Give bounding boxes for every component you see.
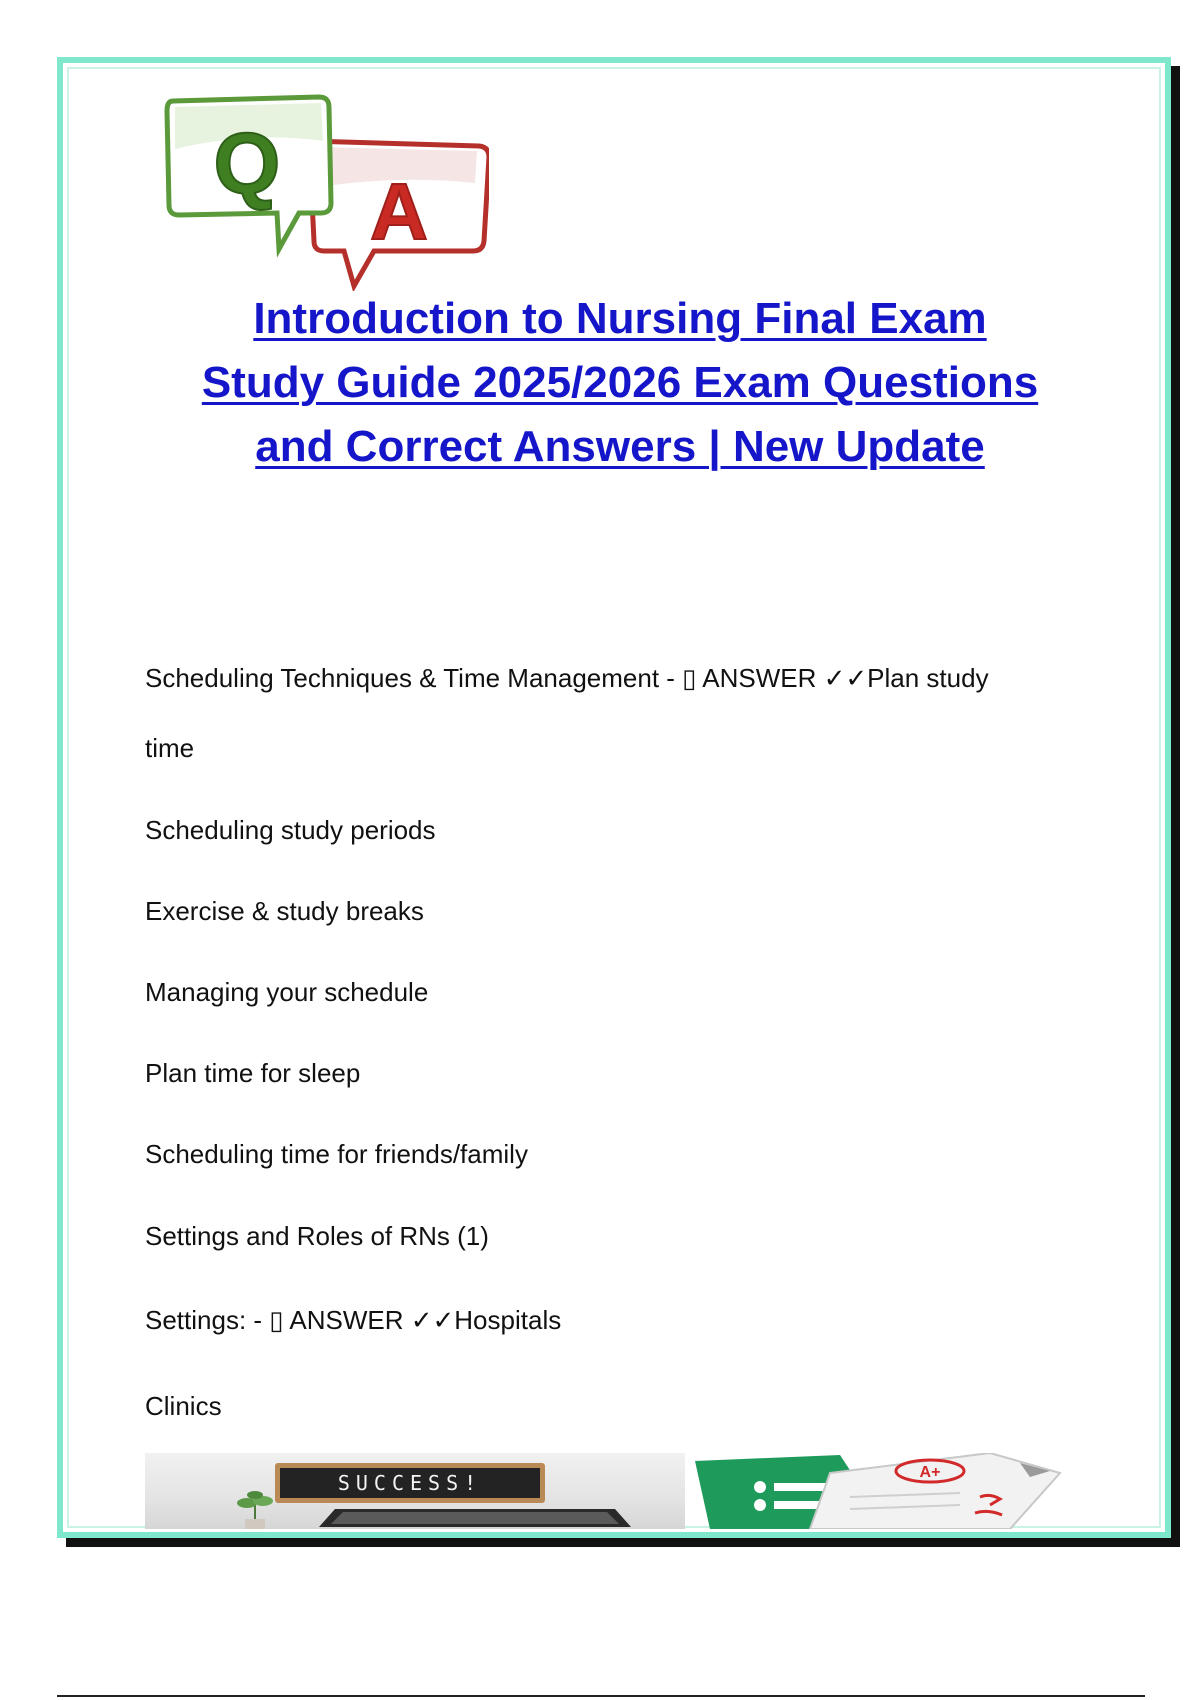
page-frame bbox=[57, 57, 1171, 1538]
document-title-line-3[interactable]: and Correct Answers | New Update bbox=[255, 422, 985, 471]
body-line: Settings and Roles of RNs (1) bbox=[145, 1221, 489, 1251]
body-line: Settings: - ▯ ANSWER ✓✓Hospitals bbox=[145, 1305, 562, 1335]
document-title-line-1[interactable]: Introduction to Nursing Final Exam bbox=[253, 294, 987, 343]
success-board-text: SUCCESS! bbox=[275, 1463, 545, 1503]
document-title[interactable] bbox=[103, 287, 1137, 479]
plant-icon bbox=[225, 1483, 285, 1529]
body-line: time bbox=[145, 733, 195, 763]
body-line: Scheduling Techniques & Time Management - ▯ ANSWER ✓✓Plan study bbox=[145, 663, 989, 693]
graded-paper-icon bbox=[810, 1453, 1060, 1529]
success-board-image bbox=[145, 1453, 685, 1529]
body-line: Managing your schedule bbox=[145, 977, 429, 1007]
page-bottom-rule bbox=[57, 1695, 1145, 1697]
laptop-icon bbox=[315, 1505, 635, 1529]
footer-images bbox=[145, 1453, 1065, 1529]
graded-papers-image bbox=[690, 1453, 1065, 1529]
document-title-line-2[interactable]: Study Guide 2025/2026 Exam Questions bbox=[201, 358, 1039, 407]
grade-mark: A+ bbox=[919, 1464, 941, 1481]
body-line: Scheduling study periods bbox=[145, 815, 436, 845]
body-line: Exercise & study breaks bbox=[145, 896, 424, 926]
body-line: Scheduling time for friends/family bbox=[145, 1139, 528, 1169]
logo-letter-q: Q bbox=[213, 116, 281, 212]
qa-logo-icon bbox=[159, 91, 489, 291]
body-line: Clinics bbox=[145, 1391, 222, 1421]
body-line: Plan time for sleep bbox=[145, 1058, 361, 1088]
logo-letter-a: A bbox=[370, 167, 428, 256]
